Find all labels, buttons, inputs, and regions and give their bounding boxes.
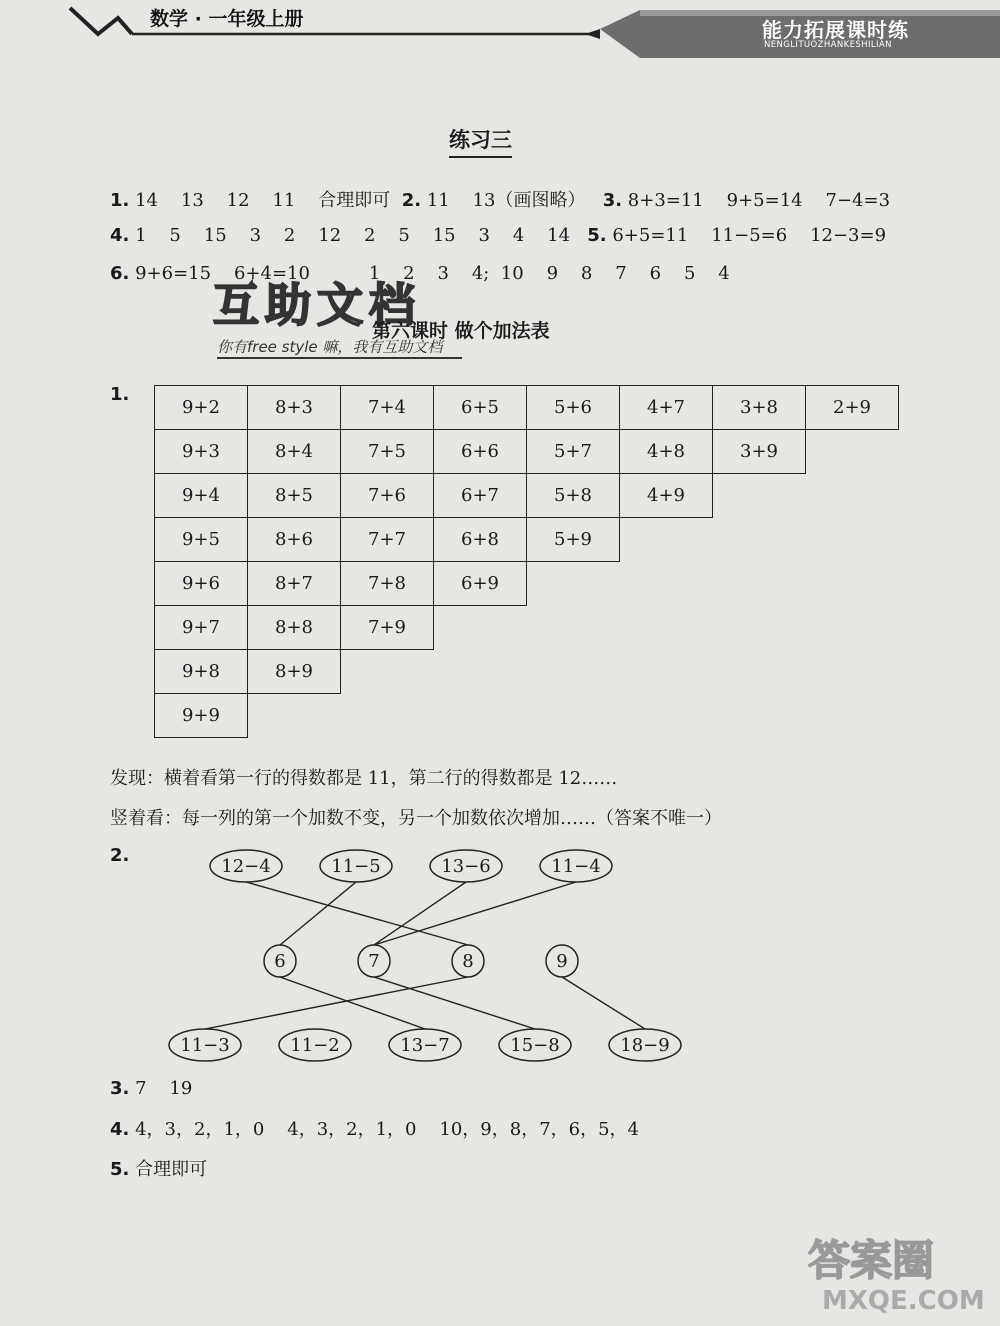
answer-line-q5: 5. 合理即可 (110, 1159, 208, 1180)
middle-number-label: 8 (462, 951, 474, 972)
top-expression (210, 850, 282, 882)
bottom-expression (169, 1029, 241, 1061)
question-number: 1. (110, 190, 130, 211)
answer-line-q4: 4. 4，3，2，1，0 4，3，2，1，0 10，9，8，7，6，5，4 (110, 1119, 640, 1140)
question-number: 4. (110, 225, 130, 246)
answer-line-q3: 3. 7 19 (110, 1078, 193, 1099)
top-expression-label: 11−5 (331, 856, 381, 877)
table-cell: 6+8 (434, 518, 527, 562)
lesson-title: 第六课时 做个加法表 (372, 320, 550, 342)
match-line (280, 882, 356, 945)
match-line (280, 977, 425, 1029)
top-expression-label: 11−4 (551, 856, 601, 877)
table-cell: 9+3 (155, 430, 248, 474)
table-cell: 3+8 (713, 386, 806, 430)
table-cell: 7+5 (341, 430, 434, 474)
table-cell: 7+7 (341, 518, 434, 562)
table-cell: 9+9 (155, 694, 248, 738)
table-cell: 7+8 (341, 562, 434, 606)
question-number: 2. (401, 190, 422, 211)
question-number: 5. (587, 225, 607, 246)
table-cell: 8+9 (248, 650, 341, 694)
table-cell: 8+6 (248, 518, 341, 562)
table-cell: 7+6 (341, 474, 434, 518)
table-cell: 8+3 (248, 386, 341, 430)
bottom-watermark-logo: 答案圈 (808, 1236, 935, 1285)
middle-number (358, 945, 390, 977)
question-number-2: 2. (110, 845, 130, 866)
watermark-slogan: 你有free style 嘛，我有互助文档 (217, 336, 462, 359)
match-line (374, 977, 535, 1029)
middle-number-label: 6 (274, 951, 286, 972)
bottom-expression-label: 11−2 (290, 1035, 340, 1056)
top-expression (430, 850, 502, 882)
answer-text: 6+5=11 11−5=6 12−3=9 (606, 225, 887, 246)
bottom-expression (499, 1029, 571, 1061)
table-cell: 9+8 (155, 650, 248, 694)
section-title: 练习三 (449, 124, 512, 158)
match-line (374, 882, 576, 945)
table-cell: 5+7 (527, 430, 620, 474)
table-cell: 6+5 (434, 386, 527, 430)
bottom-expression-label: 18−9 (620, 1035, 670, 1056)
answer-text: 8+3=11 9+5=14 7−4=3 (622, 190, 891, 211)
bottom-expression (279, 1029, 351, 1061)
table-cell: 8+5 (248, 474, 341, 518)
middle-number-label: 9 (556, 951, 568, 972)
bottom-expression (609, 1029, 681, 1061)
top-expression (320, 850, 392, 882)
top-expression (540, 850, 612, 882)
table-cell: 8+4 (248, 430, 341, 474)
answer-text: 11 13（画图略） (421, 190, 603, 211)
question-number-1: 1. (110, 384, 130, 405)
question-number: 3. (602, 190, 623, 211)
table-cell: 6+9 (434, 562, 527, 606)
answer-text: 1 5 15 3 2 12 2 5 15 3 4 14 (129, 225, 588, 246)
middle-number (452, 945, 484, 977)
match-line (246, 882, 468, 945)
watermark-logo-text: 互助文档 (213, 278, 421, 332)
question-number: 6. (110, 263, 130, 284)
table-cell: 5+9 (527, 518, 620, 562)
table-cell: 9+6 (155, 562, 248, 606)
table-cell: 9+7 (155, 606, 248, 650)
middle-number (546, 945, 578, 977)
table-cell: 9+2 (155, 386, 248, 430)
middle-number-label: 7 (368, 951, 380, 972)
table-cell: 9+5 (155, 518, 248, 562)
table-cell: 9+4 (155, 474, 248, 518)
table-cell: 5+8 (527, 474, 620, 518)
finding-horizontal: 发现：横着看第一行的得数都是 11，第二行的得数都是 12…… (110, 768, 618, 789)
table-cell: 4+7 (620, 386, 713, 430)
answer-text: 14 13 12 11 合理即可 (129, 190, 402, 211)
bottom-expression-label: 15−8 (510, 1035, 560, 1056)
table-cell: 5+6 (527, 386, 620, 430)
match-line (562, 977, 645, 1029)
match-line (374, 882, 466, 945)
top-expression-label: 12−4 (221, 856, 271, 877)
header-series-title: 能力拓展课时练 (762, 18, 909, 42)
table-cell: 6+6 (434, 430, 527, 474)
table-cell: 2+9 (806, 386, 899, 430)
top-expression-label: 13−6 (441, 856, 491, 877)
bottom-expression (389, 1029, 461, 1061)
table-cell: 6+7 (434, 474, 527, 518)
header-book-title: 数学 · 一年级上册 (150, 8, 304, 30)
table-cell: 7+4 (341, 386, 434, 430)
table-cell: 4+9 (620, 474, 713, 518)
table-cell: 8+7 (248, 562, 341, 606)
answer-text: 9+6=15 6+4=10 (129, 263, 333, 284)
table-cell: 8+8 (248, 606, 341, 650)
bottom-expression-label: 11−3 (180, 1035, 230, 1056)
table-cell: 4+8 (620, 430, 713, 474)
header-series-pinyin: NENGLITUOZHANKESHILIAN (764, 40, 892, 50)
match-line (205, 977, 468, 1029)
table-cell: 7+9 (341, 606, 434, 650)
answer-text: 1 2 3 4; 10 9 8 7 6 5 4 (368, 263, 730, 284)
bottom-expression-label: 13−7 (400, 1035, 450, 1056)
bottom-watermark-url: MXQE.COM (822, 1286, 985, 1316)
table-cell: 3+9 (713, 430, 806, 474)
finding-vertical: 竖着看：每一列的第一个加数不变，另一个加数依次增加……（答案不唯一） (110, 808, 722, 829)
middle-number (264, 945, 296, 977)
